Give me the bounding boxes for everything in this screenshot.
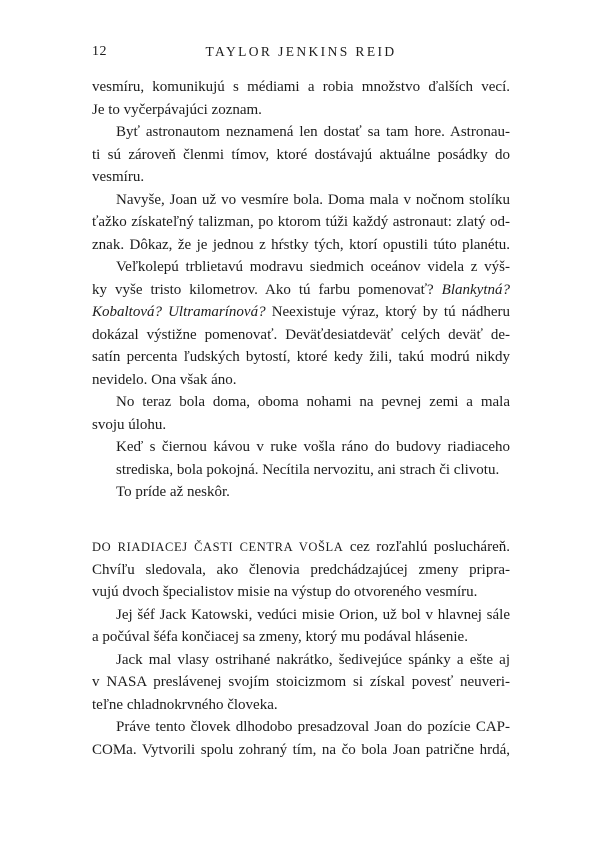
text-line: Jej šéf Jack Katowski, vedúci misie Orion, už bol v hlavnej sále xyxy=(116,606,510,623)
text-line: a počúval šéfa končiacej sa zmeny, ktorý mu podával hlásenie. xyxy=(92,629,468,645)
text-line: v NASA preslávenej svojím stoicizmom si získal povesť neuveri- xyxy=(92,674,510,690)
text-line: Keď s čiernou kávou v ruke vošla ráno do budovy riadiaceho xyxy=(116,439,510,455)
section-two xyxy=(92,536,510,761)
running-title: TAYLOR JENKINS REID xyxy=(205,44,397,59)
text-line: Veľkolepú trblietavú modravu siedmich oceánov videla z výš- xyxy=(116,259,510,275)
text-line: satín percenta ľudských bytostí, ktoré kedy žili, takú modrú nikdy xyxy=(92,349,510,365)
text-line: vesmíru, komunikujú s médiami a robia množstvo ďalších vecí. xyxy=(92,79,510,95)
text-line: ti sú zároveň členmi tímov, ktoré dostávajú aktuálne posádky do xyxy=(92,146,510,163)
text-line xyxy=(92,279,510,302)
text-line: Navyše, Joan už vo vesmíre bola. Doma mala v nočnom stolíku xyxy=(116,191,510,208)
text-line: Je to vyčerpávajúci zoznam. xyxy=(92,101,262,118)
page-number: 12 xyxy=(92,44,107,59)
smallcaps-lead-in: DO RIADIACEJ ČASTI CENTRA VOŠLA xyxy=(92,540,344,554)
text-line: strediska, bola pokojná. Necítila nervozitu, ani strach či clivotu. xyxy=(116,461,500,478)
text-line: Chvíľu sledovala, ako členovia predchádzajúcej zmeny pripra- xyxy=(92,561,510,578)
running-header xyxy=(92,44,510,64)
text-span: ky vyše tristo kilometrov. Ako tú farbu pomenovať? xyxy=(92,281,434,298)
text-span: Neexistuje výraz, ktorý by tú nádheru xyxy=(271,304,510,320)
text-line: Byť astronautom neznamená len dostať sa tam hore. Astronau- xyxy=(116,124,510,140)
section-one xyxy=(92,76,510,504)
text-line: znak. Dôkaz, že je jednou z hŕstky tých, ktorí opustili túto planétu. xyxy=(92,236,510,253)
text-line: Práve tento človek dlhodobo presadzoval Joan do pozície CAP- xyxy=(116,719,510,735)
text-line xyxy=(92,536,510,559)
text-line: COMa. Vytvorili spolu zohraný tím, na čo bola Joan patrične hrdá, xyxy=(92,741,510,758)
italic-text: Kobaltová? Ultramarínová? xyxy=(92,304,266,320)
text-line: vujú dvoch špecialistov misie na výstup do otvoreného vesmíru. xyxy=(92,584,478,600)
text-line: teľne chladnokrvného človeka. xyxy=(92,696,278,713)
text-line: Jack mal vlasy ostrihané nakrátko, šedivejúce spánky a ešte aj xyxy=(116,651,510,668)
text-line: svoju úlohu. xyxy=(92,416,167,433)
text-line: dokázal výstižne pomenovať. Deväťdesiatdeväť celých deväť de- xyxy=(92,326,510,343)
italic-text: Blankytná? xyxy=(441,281,510,298)
text-line: nevidelo. Ona však áno. xyxy=(92,371,237,388)
text-line: No teraz bola doma, oboma nohami na pevnej zemi a mala xyxy=(116,394,510,410)
text-line: vesmíru. xyxy=(92,169,145,185)
text-line: To príde až neskôr. xyxy=(116,484,230,500)
text-span: cez rozľahlú poslucháreň. xyxy=(343,539,510,555)
text-line xyxy=(92,301,510,324)
text-line: ťažko získateľný talizman, po ktorom túži každý astronaut: zlatý od- xyxy=(92,214,510,230)
